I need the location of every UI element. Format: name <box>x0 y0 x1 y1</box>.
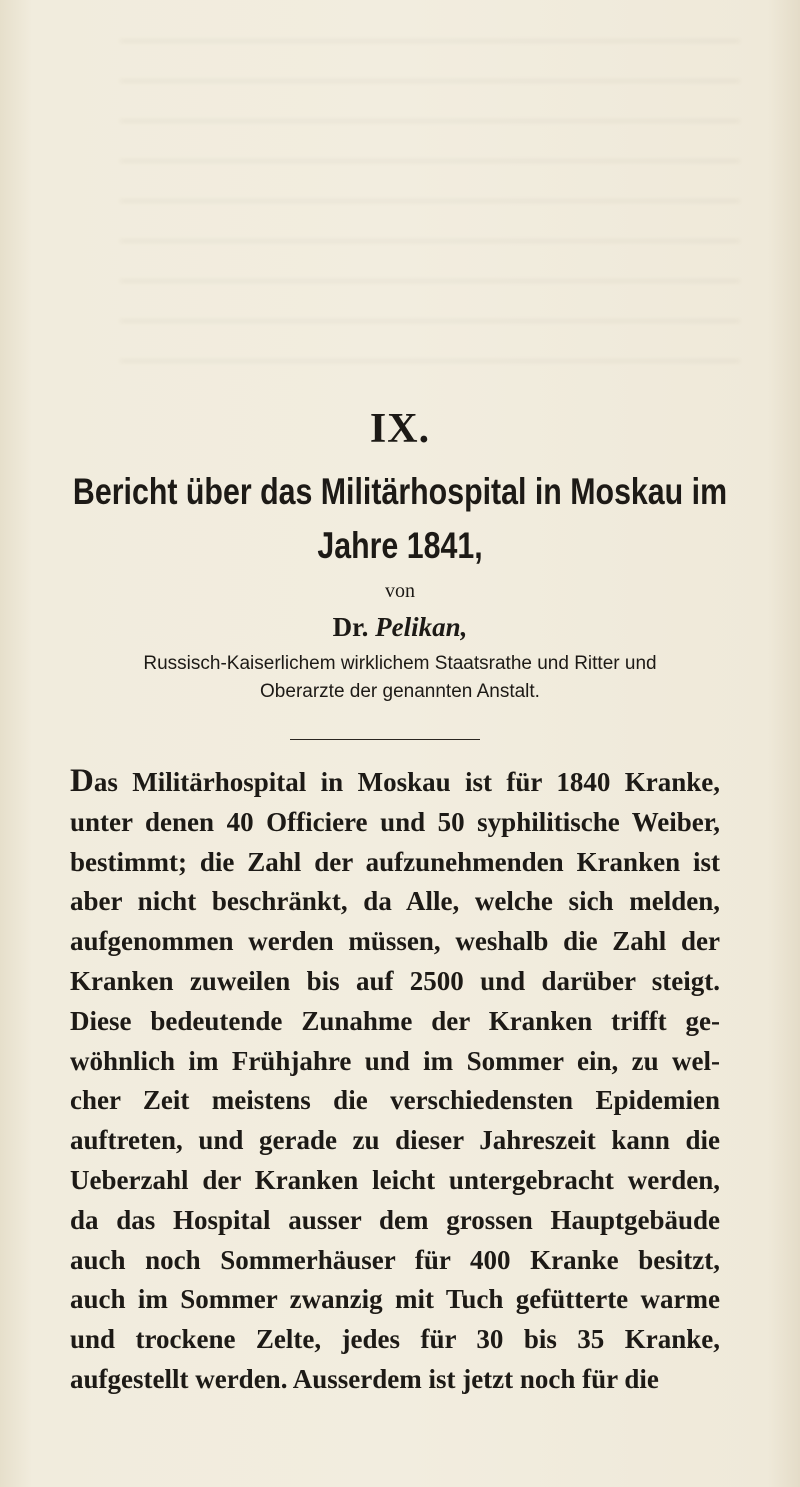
body-line: aufgestellt werden. Ausserdem ist jetzt noch für die <box>70 1363 659 1394</box>
author-affiliation-line-2: Oberarzte der genannten Anstalt. <box>260 681 540 702</box>
body-line: Das Militärhospital in Moskau ist für 1840 Kranke, <box>70 763 720 799</box>
byline-von: von <box>385 580 415 602</box>
author-line <box>0 612 800 643</box>
body-line: auch im Sommer zwanzig mit Tuch gefütterte warme <box>70 1284 720 1315</box>
body-line: wöhnlich im Frühjahre und im Sommer ein, zu wel- <box>70 1045 720 1076</box>
body-line: auch noch Sommerhäuser für 400 Kranke besitzt, <box>70 1244 720 1275</box>
show-through-text <box>120 40 740 400</box>
body-line: unter denen 40 Officiere und 50 syphilitische Weiber, <box>70 806 720 837</box>
body-line: auftreten, und gerade zu dieser Jahreszeit kann die <box>70 1125 720 1156</box>
body-line: bestimmt; die Zahl der aufzunehmenden Kranken ist <box>70 846 720 877</box>
author-name: Pelikan, <box>375 612 468 642</box>
drop-initial: D <box>70 763 94 799</box>
body-line: Ueberzahl der Kranken leicht untergebracht werden, <box>70 1164 720 1195</box>
body-paragraph <box>70 762 720 1400</box>
chapter-title-line-2: Jahre 1841, <box>317 525 483 566</box>
author-affiliation-line-1: Russisch-Kaiserlichem wirklichem Staatsrathe und Ritter und <box>143 653 657 674</box>
author-prefix: Dr. <box>332 612 369 642</box>
body-line: da das Hospital ausser dem grossen Hauptgebäude <box>70 1204 720 1235</box>
body-line: Kranken zuweilen bis auf 2500 und darüber steigt. <box>70 965 720 996</box>
body-line: aber nicht beschränkt, da Alle, welche sich melden, <box>70 886 720 917</box>
body-line: Diese bedeutende Zunahme der Kranken trifft ge- <box>70 1005 720 1036</box>
body-line: cher Zeit meistens die verschiedensten Epidemien <box>70 1085 720 1116</box>
body-line: aufgenommen werden müssen, weshalb die Zahl der <box>70 926 720 957</box>
body-line: und trockene Zelte, jedes für 30 bis 35 Kranke, <box>70 1324 720 1355</box>
chapter-title-line-1: Bericht über das Militärhospital in Moskau im <box>72 471 728 512</box>
section-divider <box>290 739 480 740</box>
chapter-numeral: IX. <box>369 406 431 452</box>
